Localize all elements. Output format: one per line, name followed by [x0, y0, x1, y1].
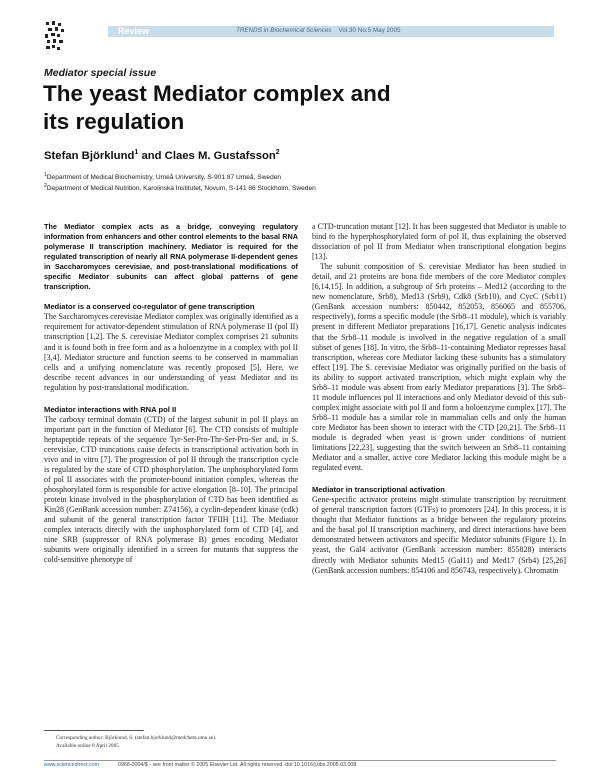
footnote-rule: [44, 730, 144, 731]
journal-name: TRENDS in Biochemical Sciences: [236, 27, 332, 34]
section-heading-pol2: Mediator interactions with RNA pol II: [44, 404, 177, 414]
affiliation-2-marker: 2: [44, 183, 47, 189]
special-issue-label: Mediator special issue: [44, 67, 157, 79]
journal-logo-icon: [44, 20, 66, 52]
available-online: Available online 8 April 2005: [56, 743, 119, 749]
article-title: [43, 80, 563, 136]
title-line-1: The yeast Mediator complex and: [43, 81, 391, 106]
paragraph: The Saccharomyces cerevisiae Mediator complex was originally identified as a requirement for activator-dependent stimulation of RNA polymerase II (pol II) transcription [1,2]. The S. cerevisiae Mediator complex comprises 21 subunits and it is found both in free form and as a holoenzyme in a complex with pol II [3,4]. Mediator structure and function seems to be conserved in mammalian cells and a unifying nomenclature was recently proposed [5]. Here, we describe recent advances in our understanding of yeast Mediator and its regulation by post-translational modification.: [44, 312, 298, 392]
author-1: Stefan Björklund: [44, 149, 135, 162]
author-1-affil: 1: [134, 149, 139, 156]
affiliation-2-text: Department of Medical Nutrition, Karolinska Institutet, Novum, S-141 86 Stockholm, Sweden: [46, 185, 316, 193]
affiliation-1: [44, 172, 281, 181]
paragraph: Gene-specific activator proteins might stimulate transcription by recruitment of general transcription factors (GTFs) to promoters [24]. In this process, it is thought that Mediator functions as a bridge between the regulatory proteins and the basal pol II transcription machinery, and direct interactions have been demonstrated between activators and specific Mediator subunits (Figure 1). In yeast, the Gal4 activator (GenBank accession number: 855828) interacts directly with Mediator subunits Med15 (Gal11) and Med17 (Srb4) [25,26] (GenBank accession numbers: 854106 and 856743, respectively). Chromatin: [312, 495, 566, 575]
author-2-affil: 2: [275, 149, 280, 156]
left-column: [44, 222, 298, 566]
volume-info: Vol.30 No.5 May 2005: [338, 27, 401, 34]
abstract: The Mediator complex acts as a bridge, conveying regulatory information from enhancers and other control elements to the basal RNA polymerase II transcription machinery. Mediator is required for the regulated transcription of nearly all RNA polymerase II-dependent genes in Saccharomyces cerevisiae, and post-translational modifications of specific Mediator subunits can affect global patterns of gene transcription.: [44, 222, 298, 292]
affiliation-2: [44, 183, 316, 192]
right-column: [312, 222, 566, 576]
affiliation-1-text: Department of Medical Biochemistry, Umeå University, S-901 87 Umeå, Sweden: [46, 174, 282, 182]
affiliation-1-marker: 1: [44, 172, 47, 178]
section-label: Review: [118, 25, 150, 36]
footer-rule: [44, 760, 556, 761]
paragraph: The subunit composition of S. cerevisiae Mediator has been studied in detail, and 21 proteins are bona fide members of the core Mediator complex [6,14,15]. In addition, a subgroup of Srb proteins – Med12 (according to the new nomenclature, Srb8), Med13 (Srb9), Cdk8 (Srb10), and CycC (Srb11) (GenBank accession numbers: 850442, 852053, 856065 and 855706, respectively), forms a specific module (the Srb8–11 module), which is variably present in different Mediator preparations [16,17]. Genetic analysis indicates that the Srb8–11 module is involved in the negative regulation of a small subset of genes [18]. In vitro, the Srb8–11-containing Mediator represses basal transcription, whereas core Mediator lacking these subunits has a stimulatory effect [19]. The S. cerevisiae Mediator was originally purified on the basis of its ability to support activated transcription, which might explain why the Srb8–11 module was absent from early Mediator preparations [3]. The Srb8–11 module influences pol II interactions and only Mediator devoid of this sub-complex might associate with pol II and form a holoenzyme complex [17]. The Srb8–11 module has a similar role in mammalian cells and only the human core Mediator has been shown to interact with the CTD [20,21]. The Srb8–11 module is degraded when yeast is grown under conditions of nutrient limitations [22,23], suggesting that the switch between an Srb8–11 containing Mediator and a smaller, active core Mediator lacking this module might be a regulated event.: [312, 262, 566, 473]
title-line-2: its regulation: [43, 109, 185, 134]
copyright-doi: 0968-0004/$ - see front matter © 2005 Elsevier Ltd. All rights reserved. doi:10.1016/j.tibs.2005.03.008: [118, 762, 357, 768]
author-list: [44, 149, 280, 162]
section-heading-conserved: Mediator is a conserved co-regulator of gene transcription: [44, 302, 255, 312]
section-heading-activation: Mediator in transcriptional activation: [312, 485, 445, 495]
paragraph: a CTD-truncation mutant [12]. It has been suggested that Mediator is unable to bind to the hyperphosphorylated form of pol II, thus explaining the observed dissociation of pol II from Mediator when transcriptional elongation begins [13].: [312, 222, 566, 262]
corresponding-author: Corresponding author: Björklund, S. (stefan.bjorklund@medchem.umu.se).: [56, 735, 217, 741]
author-conjunction: and: [141, 149, 162, 162]
author-2: Claes M. Gustafsson: [164, 149, 276, 162]
website-link[interactable]: www.sciencedirect.com: [44, 762, 100, 768]
paragraph: The carboxy terminal domain (CTD) of the largest subunit in pol II plays an important part in the function of Mediator [6]. The CTD consists of multiple heptapeptide repeats of the sequence Tyr-Ser-Pro-Thr-Ser-Pro-Ser and, in S. cerevisiae, CTD truncations cause defects in transcriptional activation both in vivo and in vitro [7]. The progression of pol II through the transcription cycle is regulated by the state of CTD phosphorylation. The unphosphorylated form of pol II associates with the promoter-bound initiation complex, whereas the phosphorylated form is responsible for active elongation [8–10]. The principal protein kinase involved in the phosphorylation of CTD has been identified as Kin28 (GenBank accession number: Z74156), a cyclin-dependent kinase (cdk) and subunit of the general transcription factor TFIIH [11]. The Mediator complex interacts directly with the unphosphorylated form of CTD [4], and nine SRB (suppressor of RNA polymerase B) genes encoding Mediator subunits were originally identified in a screen for mutants that suppress the cold-sensitive phenotype of: [44, 414, 298, 565]
running-head: [236, 27, 401, 34]
